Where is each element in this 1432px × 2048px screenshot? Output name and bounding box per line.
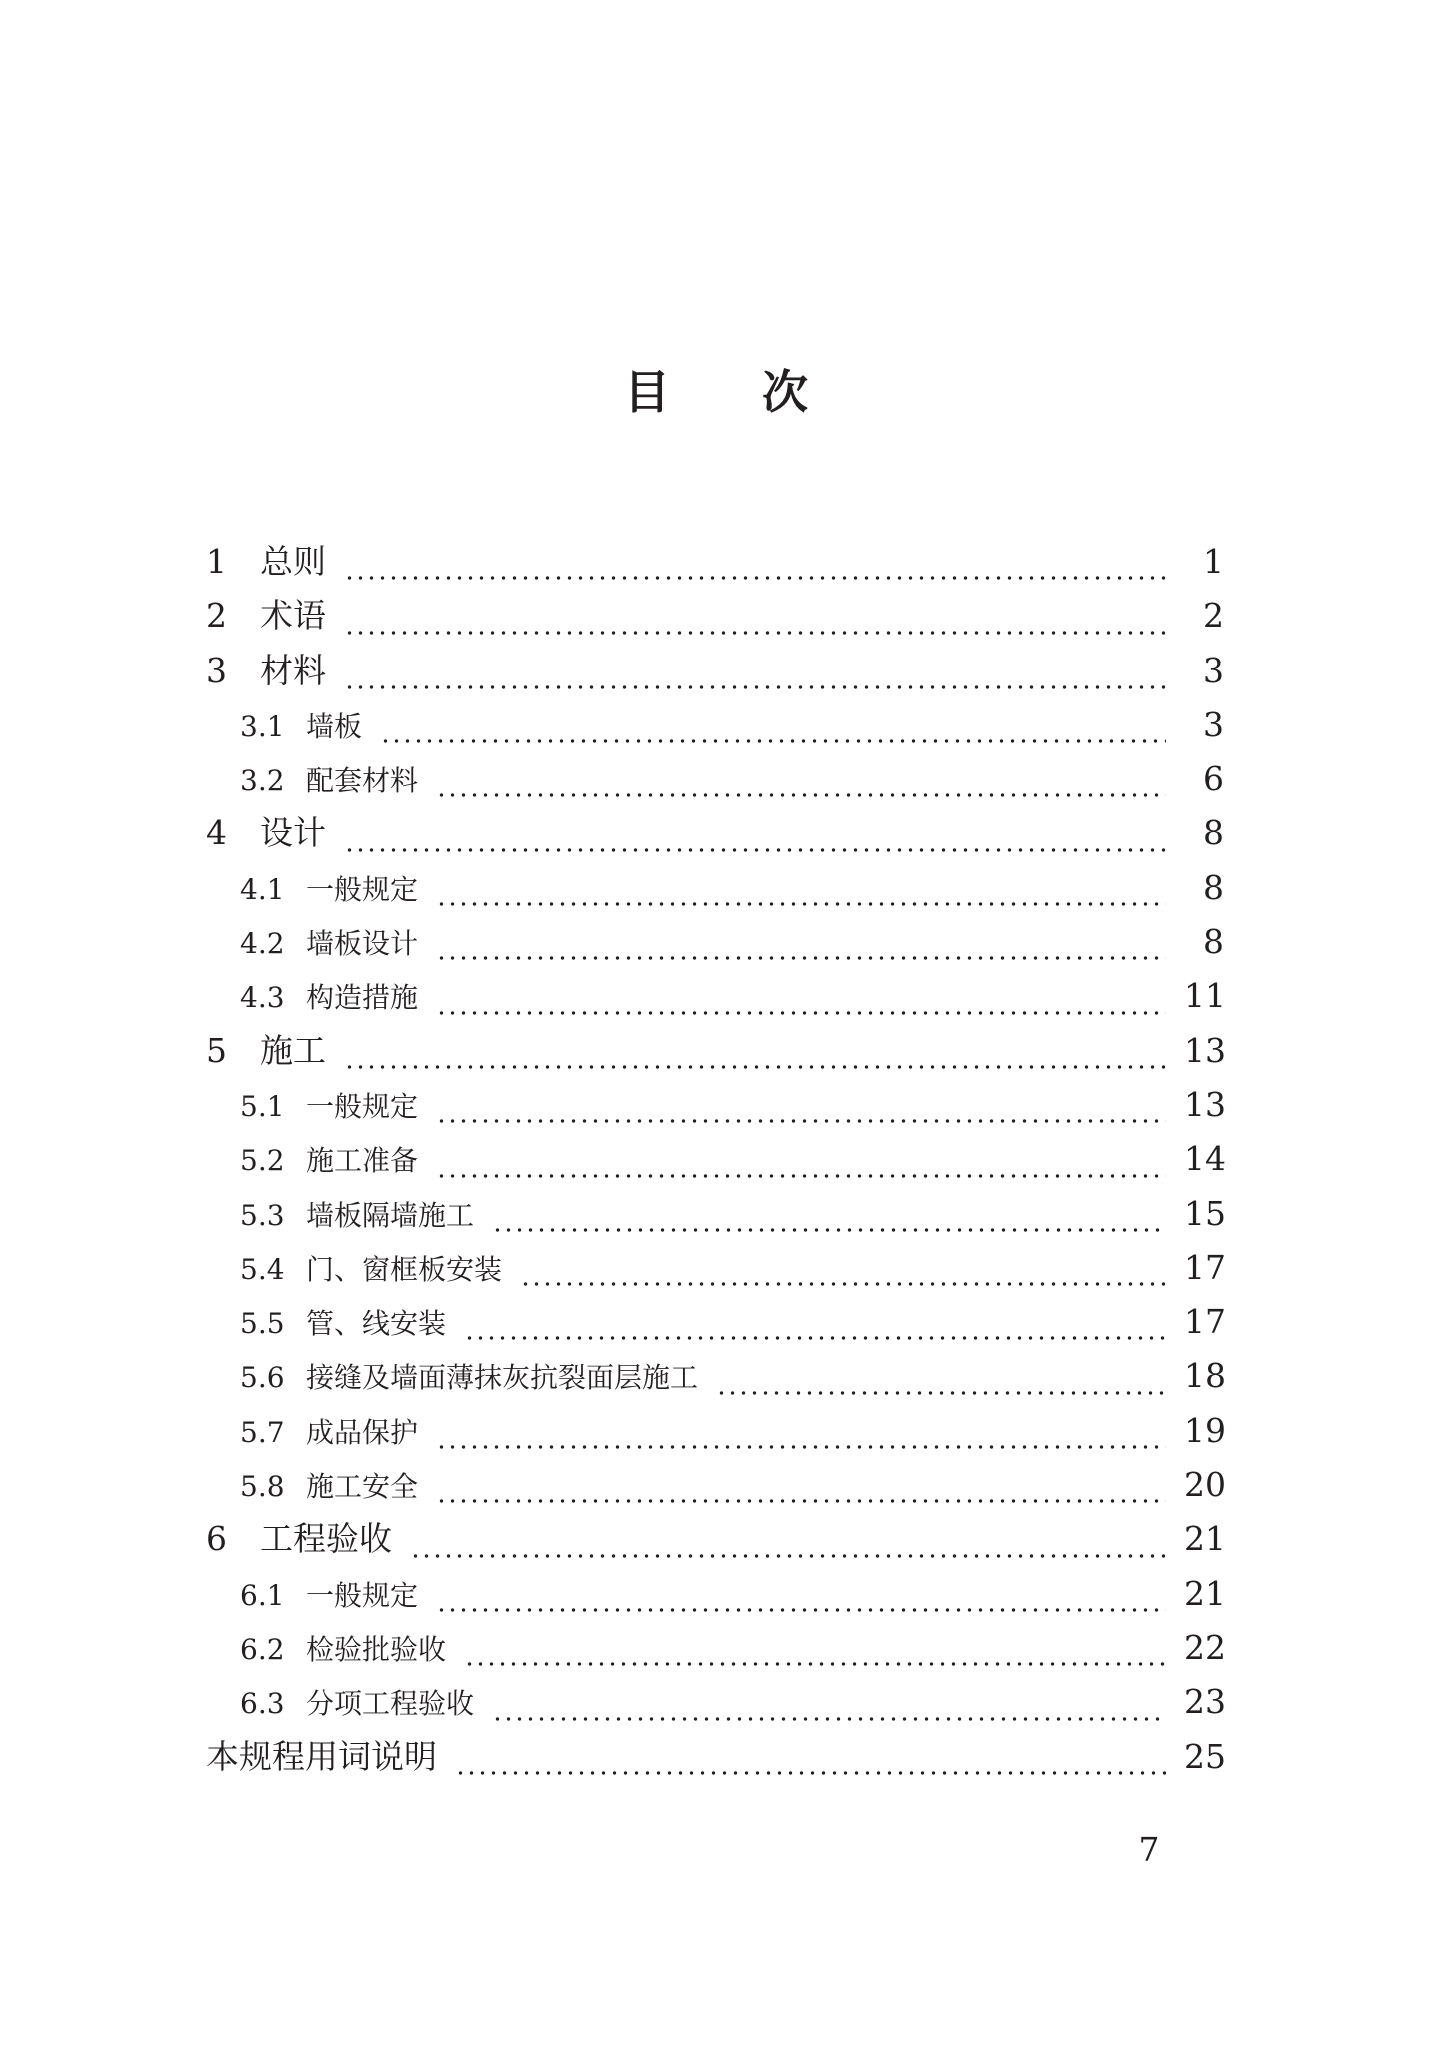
toc-entry-label: 管、线安装 bbox=[306, 1307, 447, 1341]
dot-leader bbox=[464, 1662, 1166, 1666]
toc-entry-label: 墙板设计 bbox=[306, 927, 419, 961]
toc-entry-page: 3 bbox=[1203, 704, 1224, 744]
toc-entry[interactable] bbox=[206, 1458, 1224, 1512]
toc-entry-number: 3.2 bbox=[240, 764, 285, 798]
dot-leader bbox=[455, 1771, 1166, 1775]
toc-entry[interactable] bbox=[206, 1730, 1224, 1784]
toc-entry-page: 21 bbox=[1184, 1519, 1226, 1559]
toc-entry-label: 术语 bbox=[260, 596, 326, 636]
toc-entry-page: 8 bbox=[1203, 867, 1224, 907]
toc-entry-label: 总则 bbox=[260, 542, 326, 581]
toc-entry[interactable] bbox=[206, 1078, 1224, 1132]
toc-entry-number: 5 bbox=[206, 1030, 227, 1070]
toc-entry-page: 13 bbox=[1184, 1084, 1226, 1124]
toc-entry-label: 分项工程验收 bbox=[306, 1687, 475, 1721]
toc-entry-label: 成品保护 bbox=[306, 1415, 419, 1449]
toc-entry-label: 设计 bbox=[260, 813, 326, 853]
toc-entry-page: 13 bbox=[1184, 1030, 1226, 1070]
toc-entry-number: 1 bbox=[206, 542, 227, 581]
toc-entry-number: 4.3 bbox=[240, 981, 285, 1015]
toc-entry-label: 构造措施 bbox=[306, 981, 419, 1015]
toc-entry-label: 施工准备 bbox=[306, 1144, 419, 1178]
toc-entry[interactable] bbox=[206, 535, 1224, 589]
toc-entry-label: 配套材料 bbox=[306, 764, 419, 798]
toc-entry-page: 19 bbox=[1184, 1410, 1226, 1450]
toc-entry-number: 5.2 bbox=[240, 1144, 285, 1178]
toc-entry-label: 接缝及墙面薄抹灰抗裂面层施工 bbox=[306, 1361, 699, 1395]
toc-entry[interactable] bbox=[206, 1621, 1224, 1675]
toc-entry-number: 4.2 bbox=[240, 927, 285, 961]
toc-entry-number: 5.6 bbox=[240, 1361, 285, 1395]
dot-leader bbox=[464, 1336, 1166, 1340]
toc-entry-number: 2 bbox=[206, 596, 227, 636]
dot-leader bbox=[436, 1445, 1166, 1449]
dot-leader bbox=[344, 576, 1166, 580]
toc-entry-number: 5.3 bbox=[240, 1198, 285, 1232]
toc-entry-number: 3.1 bbox=[240, 709, 285, 743]
toc-entry-label: 墙板 bbox=[306, 709, 363, 743]
toc-entry-label: 施工 bbox=[260, 1030, 326, 1070]
toc-entry-page: 23 bbox=[1184, 1682, 1226, 1722]
toc-entry[interactable] bbox=[206, 1349, 1224, 1403]
toc-entry-page: 3 bbox=[1203, 650, 1224, 690]
toc-entry-page: 21 bbox=[1184, 1573, 1226, 1613]
dot-leader bbox=[436, 1608, 1166, 1612]
toc-entry-label: 一般规定 bbox=[306, 1578, 419, 1612]
dot-leader bbox=[344, 631, 1166, 635]
toc-entry[interactable] bbox=[206, 806, 1224, 860]
toc-entry-number: 5.1 bbox=[240, 1089, 285, 1123]
toc-entry-number: 3 bbox=[206, 650, 227, 690]
toc-entry-number: 6.1 bbox=[240, 1578, 285, 1612]
toc-entry[interactable] bbox=[206, 1024, 1224, 1078]
dot-leader bbox=[344, 1065, 1166, 1069]
toc-entry-page: 6 bbox=[1203, 759, 1224, 799]
toc-entry-page: 11 bbox=[1184, 976, 1226, 1016]
toc-entry[interactable] bbox=[206, 644, 1224, 698]
toc-entry-label: 工程验收 bbox=[260, 1519, 392, 1559]
toc-entry[interactable] bbox=[206, 589, 1224, 643]
toc-entry[interactable] bbox=[206, 1241, 1224, 1295]
toc-entry[interactable] bbox=[206, 969, 1224, 1023]
toc-entry-label: 一般规定 bbox=[306, 872, 419, 906]
toc-entry-number: 4 bbox=[206, 813, 227, 853]
toc-entry[interactable] bbox=[206, 1187, 1224, 1241]
page-number: 7 bbox=[1138, 1830, 1160, 1869]
toc-entry-page: 14 bbox=[1184, 1139, 1226, 1179]
toc-entry-number: 5.5 bbox=[240, 1307, 285, 1341]
dot-leader bbox=[436, 1174, 1166, 1178]
toc-entry-number: 6 bbox=[206, 1519, 227, 1559]
toc-entry[interactable] bbox=[206, 1132, 1224, 1186]
toc-entry[interactable] bbox=[206, 1512, 1224, 1566]
toc-entry-label: 墙板隔墙施工 bbox=[306, 1198, 475, 1232]
dot-leader bbox=[436, 956, 1166, 960]
dot-leader bbox=[436, 1011, 1166, 1015]
dot-leader bbox=[436, 1119, 1166, 1123]
toc-entry-label: 材料 bbox=[260, 650, 326, 690]
toc-entry-number: 5.7 bbox=[240, 1415, 285, 1449]
dot-leader bbox=[436, 902, 1166, 906]
toc-entry[interactable] bbox=[206, 752, 1224, 806]
toc-entry-label: 施工安全 bbox=[306, 1470, 419, 1504]
toc-entry-page: 17 bbox=[1184, 1247, 1226, 1287]
toc-entry-label: 本规程用词说明 bbox=[206, 1736, 437, 1776]
dot-leader bbox=[492, 1717, 1166, 1721]
toc-entry-number: 4.1 bbox=[240, 872, 285, 906]
toc-entry[interactable] bbox=[206, 1295, 1224, 1349]
toc-entry-page: 22 bbox=[1184, 1627, 1226, 1667]
toc-entry-number: 5.8 bbox=[240, 1470, 285, 1504]
dot-leader bbox=[410, 1554, 1166, 1558]
dot-leader bbox=[380, 739, 1166, 743]
toc-entry-number: 6.2 bbox=[240, 1632, 285, 1666]
dot-leader bbox=[520, 1282, 1166, 1286]
table-of-contents bbox=[206, 535, 1224, 1784]
toc-entry[interactable] bbox=[206, 1675, 1224, 1729]
toc-entry-page: 2 bbox=[1203, 596, 1224, 636]
toc-entry-page: 8 bbox=[1203, 922, 1224, 962]
toc-entry-page: 25 bbox=[1184, 1736, 1226, 1776]
dot-leader bbox=[716, 1391, 1166, 1395]
toc-entry-number: 6.3 bbox=[240, 1687, 285, 1721]
page-title: 目 次 bbox=[623, 365, 846, 419]
dot-leader bbox=[344, 848, 1166, 852]
toc-entry-page: 8 bbox=[1203, 813, 1224, 853]
toc-entry[interactable] bbox=[206, 698, 1224, 752]
toc-entry-label: 门、窗框板安装 bbox=[306, 1252, 503, 1286]
dot-leader bbox=[492, 1228, 1166, 1232]
toc-entry-page: 17 bbox=[1184, 1302, 1226, 1342]
dot-leader bbox=[344, 685, 1166, 689]
toc-entry-page: 20 bbox=[1184, 1465, 1226, 1505]
toc-entry-label: 检验批验收 bbox=[306, 1632, 447, 1666]
toc-entry-page: 15 bbox=[1184, 1193, 1226, 1233]
toc-entry[interactable] bbox=[206, 915, 1224, 969]
toc-entry-page: 18 bbox=[1184, 1356, 1226, 1396]
dot-leader bbox=[436, 793, 1166, 797]
toc-entry-number: 5.4 bbox=[240, 1252, 285, 1286]
dot-leader bbox=[436, 1499, 1166, 1503]
toc-entry[interactable] bbox=[206, 1404, 1224, 1458]
toc-entry-label: 一般规定 bbox=[306, 1089, 419, 1123]
toc-entry[interactable] bbox=[206, 1567, 1224, 1621]
toc-entry[interactable] bbox=[206, 861, 1224, 915]
toc-entry-page: 1 bbox=[1203, 542, 1224, 581]
